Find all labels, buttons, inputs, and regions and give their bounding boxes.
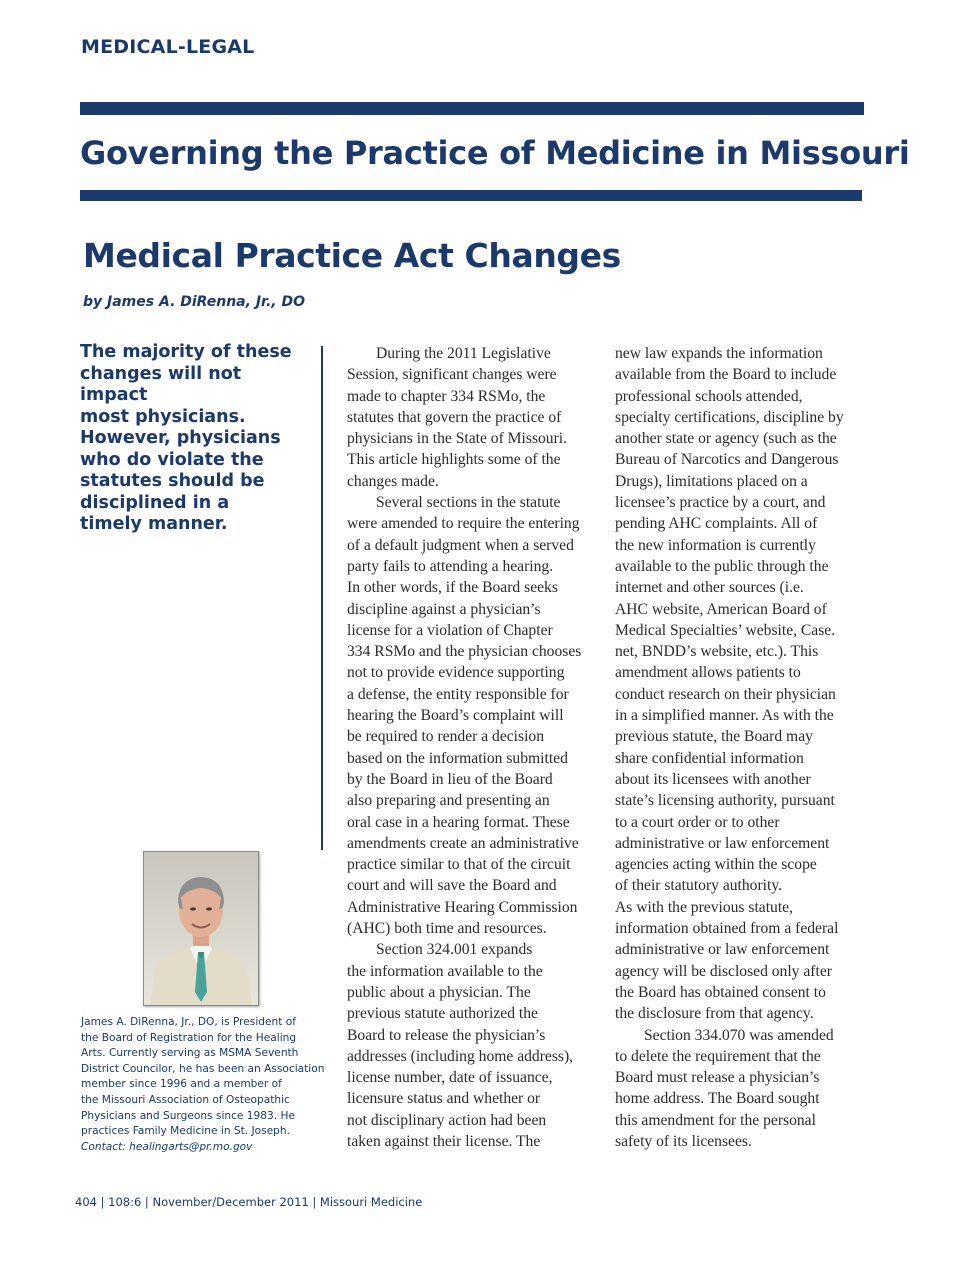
pull-quote-line: statutes should be [80, 471, 265, 491]
author-bio-line: the Missouri Association of Osteopathic [81, 1093, 290, 1106]
article-text-line: addresses (including home address), [347, 1047, 574, 1065]
article-text-line: administrative or law enforcement [615, 834, 830, 852]
article-text-line: This article highlights some of the [347, 451, 561, 469]
author-bio-line: District Councilor, he has been an Association [81, 1062, 325, 1075]
article-text-line: (AHC) both time and resources. [347, 920, 547, 938]
article-text-line: not to provide evidence supporting [347, 664, 565, 682]
article-text-line: also preparing and presenting an [347, 792, 550, 810]
author-photo [143, 851, 259, 1006]
article-text-line: net, BNDD’s website, etc.). This [615, 643, 819, 661]
article-subtitle: Medical Practice Act Changes [83, 236, 621, 275]
article-text-line: information obtained from a federal [615, 920, 839, 938]
author-bio-line: James A. DiRenna, Jr., DO, is President of [81, 1016, 296, 1028]
article-text-line: discipline against a physician’s [347, 600, 541, 618]
article-text-line: During the 2011 Legislative [376, 345, 551, 362]
article-text-line: party fails to attending a hearing. [347, 557, 554, 575]
article-text-line: available from the Board to include [615, 366, 837, 384]
article-text-line: Bureau of Narcotics and Dangerous [615, 451, 839, 469]
article-text-line: available to the public through the [615, 557, 829, 575]
article-text-line: home address. The Board sought [615, 1090, 820, 1108]
article-text-line: the new information is currently [615, 536, 816, 554]
article-text-line: hearing the Board’s complaint will [347, 707, 564, 725]
article-text-line: about its licensees with another [615, 770, 811, 788]
pull-quote [80, 342, 305, 536]
article-text-line: administrative or law enforcement [615, 941, 830, 959]
article-text-line: changes made. [347, 472, 439, 490]
article-text-line: the information available to the [347, 962, 543, 980]
article-text-line: not disciplinary action had been [347, 1111, 547, 1129]
article-text-line: new law expands the information [615, 345, 823, 362]
article-text-line: Section 324.001 expands [376, 941, 533, 959]
article-text-line: practice similar to that of the circuit [347, 856, 571, 874]
author-bio [81, 1015, 323, 1155]
article-text-line: pending AHC complaints. All of [615, 515, 818, 533]
article-text-line: previous statute authorized the [347, 1005, 538, 1023]
article-text-line: safety of its licensees. [615, 1132, 752, 1150]
article-text-line: professional schools attended, [615, 387, 803, 405]
author-bio-line: Arts. Currently serving as MSMA Seventh [81, 1047, 299, 1060]
author-bio-line: Physicians and Surgeons since 1983. He [81, 1109, 295, 1122]
pull-quote-line: changes will not impact [80, 363, 242, 405]
article-text-line: Several sections in the statute [376, 494, 561, 512]
header-rule-top [80, 102, 864, 115]
article-text-line: this amendment for the personal [615, 1111, 816, 1129]
article-text-line: 334 RSMo and the physician chooses [347, 643, 582, 661]
article-text-line: Session, significant changes were [347, 366, 557, 384]
pull-quote-line: who do violate the [80, 449, 264, 470]
article-text-line: a defense, the entity responsible for [347, 685, 569, 703]
article-text-line: in a simplified manner. As with the [615, 707, 834, 725]
article-text-line: by the Board in lieu of the Board [347, 770, 553, 788]
article-text-line: Board to release the physician’s [347, 1026, 546, 1044]
article-text-line: share confidential information [615, 749, 804, 767]
article-text-line: amendments create an administrative [347, 834, 579, 852]
article-text-line: previous statute, the Board may [615, 728, 813, 746]
article-text-line: Board must release a physician’s [615, 1069, 820, 1087]
article-text-line: public about a physician. The [347, 983, 531, 1001]
article-text-line: taken against their license. The [347, 1132, 541, 1150]
author-portrait-image [144, 852, 258, 1005]
article-text-line: license for a violation of Chapter [347, 621, 553, 639]
article-text-line: the disclosure from that agency. [615, 1005, 814, 1023]
pull-quote-line: most physicians. [80, 406, 246, 427]
byline: by James A. DiRenna, Jr., DO [83, 294, 305, 310]
article-text-line: conduct research on their physician [615, 685, 836, 703]
article-text-line: of their statutory authority. [615, 877, 783, 895]
article-text-line: to delete the requirement that the [615, 1047, 821, 1065]
article-text-line: to a court order or to other [615, 813, 780, 831]
author-bio-line: the Board of Registration for the Healing [81, 1031, 297, 1044]
article-text-line: court and will save the Board and [347, 877, 557, 895]
article-text-line: another state or agency (such as the [615, 430, 837, 448]
column-divider [321, 346, 323, 850]
article-text-line: oral case in a hearing format. These [347, 813, 570, 831]
pull-quote-line: However, physicians [80, 428, 281, 448]
article-text-line: As with the previous statute, [615, 898, 794, 916]
article-text-line: licensure status and whether or [347, 1090, 541, 1108]
article-text-line: internet and other sources (i.e. [615, 579, 804, 597]
article-text-line: of a default judgment when a served [347, 536, 574, 554]
article-text-line: Section 334.070 was amended [644, 1026, 834, 1044]
article-text-line: the Board has obtained consent to [615, 983, 826, 1001]
pull-quote-line: The majority of these [80, 342, 292, 362]
article-text-line: state’s licensing authority, pursuant [615, 792, 835, 810]
article-text-line: statutes that govern the practice of [347, 408, 562, 426]
article-text-line: specialty certifications, discipline by [615, 408, 844, 426]
article-text-line: Medical Specialties’ website, Case. [615, 621, 836, 639]
article-column-3 [615, 343, 865, 1152]
article-text-line: physicians in the State of Missouri. [347, 430, 568, 448]
article-text-line: In other words, if the Board seeks [347, 579, 558, 597]
article-text-line: be required to render a decision [347, 728, 545, 746]
header-rule-bottom [80, 190, 862, 201]
author-bio-line: member since 1996 and a member of [81, 1078, 282, 1091]
pull-quote-line: disciplined in a [80, 492, 230, 513]
author-contact: Contact: healingarts@pr.mo.gov [81, 1140, 253, 1153]
section-label: MEDICAL-LEGAL [81, 36, 255, 58]
author-bio-line: practices Family Medicine in St. Joseph. [81, 1125, 290, 1138]
article-text-line: made to chapter 334 RSMo, the [347, 387, 546, 405]
article-text-line: agencies acting within the scope [615, 856, 817, 874]
article-text-line: were amended to require the entering [347, 515, 580, 533]
article-text-line: Administrative Hearing Commission [347, 898, 578, 916]
article-text-line: Drugs), limitations placed on a [615, 472, 808, 490]
page-title: Governing the Practice of Medicine in Missouri [80, 134, 910, 172]
article-text-line: based on the information submitted [347, 749, 568, 767]
article-text-line: AHC website, American Board of [615, 600, 827, 618]
article-text-line: amendment allows patients to [615, 664, 801, 682]
author-bio-text [81, 1015, 323, 1140]
article-text-line: license number, date of issuance, [347, 1069, 553, 1087]
page-footer: 404 | 108:6 | November/December 2011 | Missouri Medicine [75, 1195, 423, 1209]
article-text-line: agency will be disclosed only after [615, 962, 832, 980]
article-column-2 [347, 343, 597, 1152]
article-text-line: licensee’s practice by a court, and [615, 494, 826, 512]
pull-quote-line: timely manner. [80, 514, 228, 534]
